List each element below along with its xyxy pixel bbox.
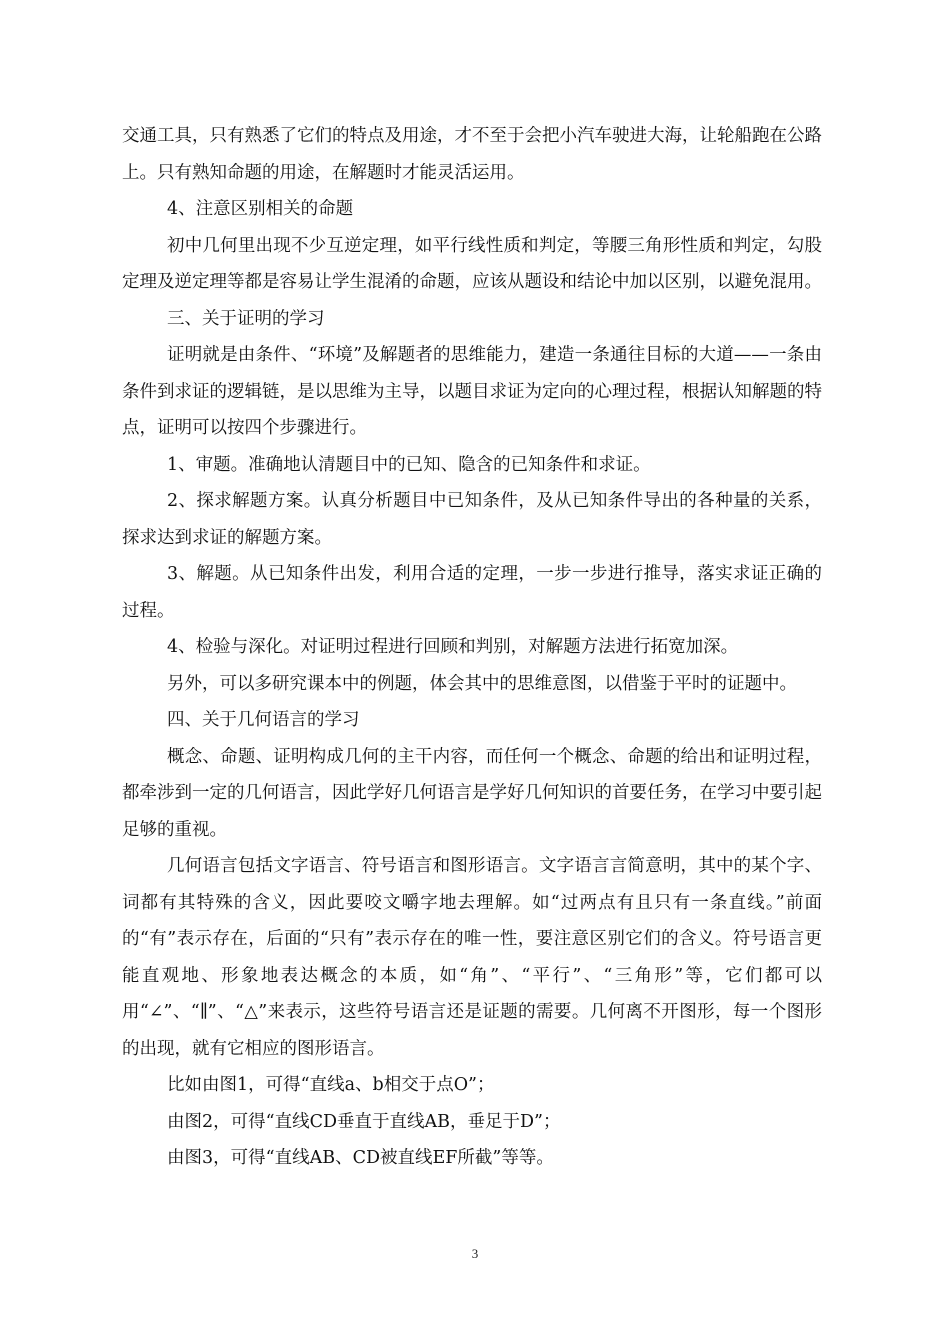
- list-item: 1、审题。准确地认清题目中的已知、隐含的已知条件和求证。: [167, 454, 651, 475]
- example-line: 由图3，可得“直线AB、CD被直线EF所截”等等。: [167, 1148, 554, 1168]
- page-number: 3: [471, 1246, 479, 1261]
- list-item: 2、探求解题方案。认真分析题目中已知条件，及从已知条件导出的各种量的关系，探求达到求证的解题方案。: [122, 491, 822, 548]
- section-heading: 四、关于几何语言的学习: [167, 710, 360, 730]
- list-item: 4、检验与深化。对证明过程进行回顾和判别，对解题方法进行拓宽加深。: [167, 637, 739, 657]
- example-line: 由图2，可得“直线CD垂直于直线AB，垂足于D”；: [167, 1111, 561, 1132]
- example-line: 比如由图1，可得“直线a、b相交于点O”；: [167, 1075, 495, 1095]
- paragraph: 概念、命题、证明构成几何的主干内容，而任何一个概念、命题的给出和证明过程，都牵涉到一定的几何语言，因此学好几何语言是学好几何知识的首要任务，在学习中要引起足够的重视。: [122, 746, 822, 840]
- list-item: 3、解题。从已知条件出发，利用合适的定理，一步一步进行推导，落实求证正确的过程。: [122, 564, 822, 621]
- paragraph: 初中几何里出现不少互逆定理，如平行线性质和判定，等腰三角形性质和判定，勾股定理及逆定理等都是容易让学生混淆的命题，应该从题设和结论中加以区别，以避免混用。: [122, 235, 822, 292]
- paragraph: 证明就是由条件、“环境”及解题者的思维能力，建造一条通往目标的大道——一条由条件到求证的逻辑链，是以思维为主导，以题目求证为定向的心理过程，根据认知解题的特点，证明可以按四个步骤进行。: [122, 345, 822, 438]
- paragraph: 另外，可以多研究课本中的例题，体会其中的思维意图，以借鉴于平时的证题中。: [167, 673, 797, 694]
- paragraph: 几何语言包括文字语言、符号语言和图形语言。文字语言言简意明，其中的某个字、词都有其特殊的含义，因此要咬文嚼字地去理解。如“过两点有且只有一条直线。”前面的“有”表示存在，后面的“只有”表示存在的唯一性，要注意区别它们的含义。符号语言更能直观地、形象地表达概念的本质，如“角”、“平行”、“三角形”等，它们都可以用“∠”、“∥”、“△”来表示，这些符号语言还是证题的需要。几何离不开图形，每一个图形的出现，就有它相应的图形语言。: [122, 856, 822, 1059]
- document-body: [122, 118, 822, 1177]
- section-heading: 4、注意区别相关的命题: [167, 199, 354, 219]
- paragraph: 交通工具，只有熟悉了它们的特点及用途，才不至于会把小汽车驶进大海，让轮船跑在公路上。只有熟知命题的用途，在解题时才能灵活运用。: [122, 126, 822, 183]
- section-heading: 三、关于证明的学习: [167, 308, 325, 329]
